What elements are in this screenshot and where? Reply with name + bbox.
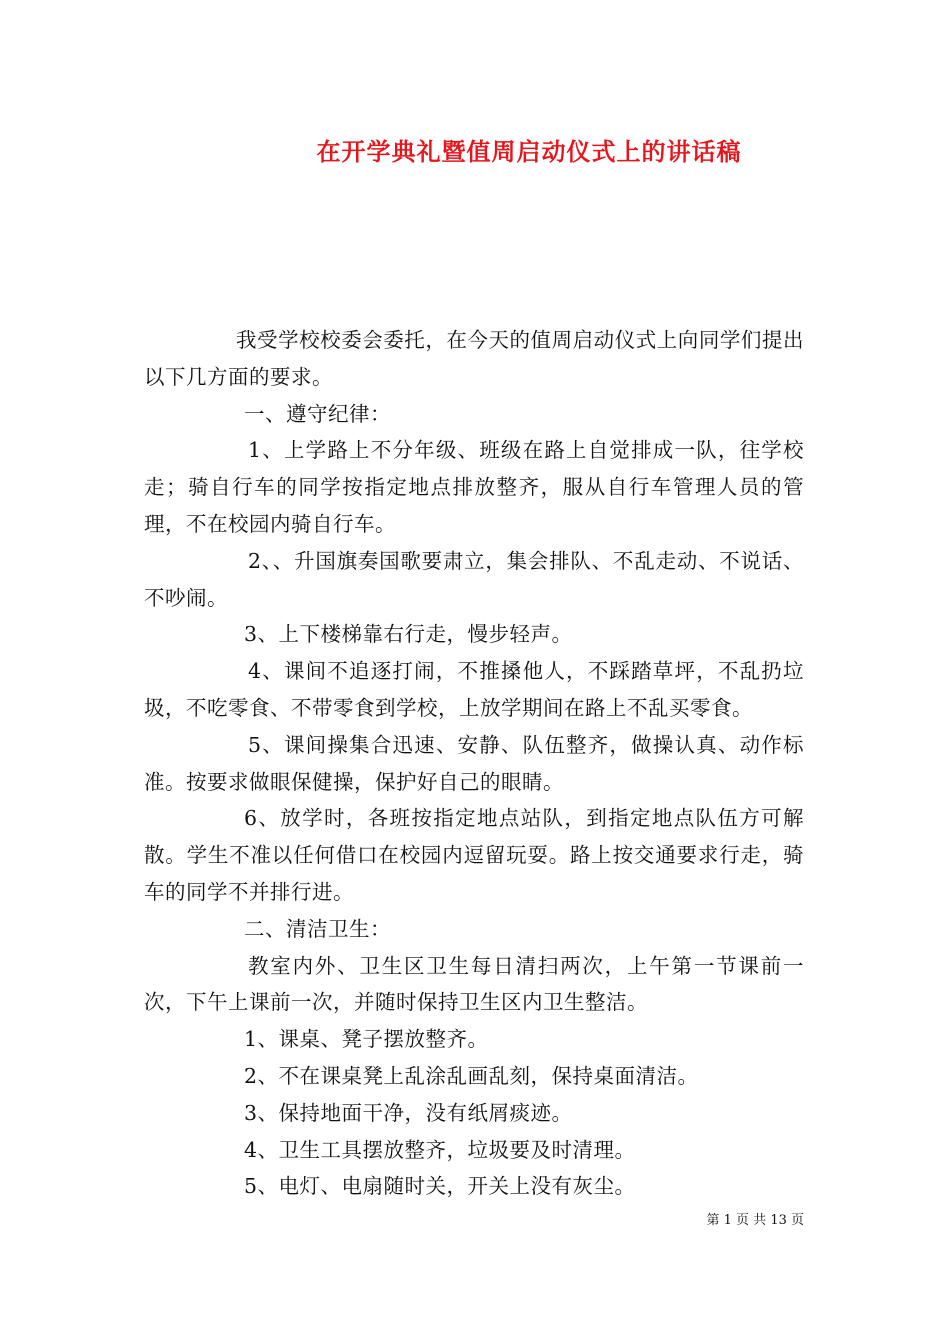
paragraph-discipline-5: 5、课间操集合迅速、安静、队伍整齐，做操认真、动作标准。按要求做眼保健操，保护好自己的眼睛。: [144, 732, 804, 794]
document-body: [144, 322, 804, 1205]
paragraph-hygiene-4: 4、卫生工具摆放整齐，垃圾要及时清理。: [244, 1137, 636, 1162]
paragraph-hygiene-intro: 教室内外、卫生区卫生每日清扫两次，上午第一节课前一次，下午上课前一次，并随时保持卫生区内卫生整洁。: [144, 953, 804, 1015]
paragraph-hygiene-3: 3、保持地面干净，没有纸屑痰迹。: [244, 1100, 573, 1125]
paragraph-hygiene-2: 2、不在课桌凳上乱涂乱画乱刻，保持桌面清洁。: [244, 1063, 699, 1088]
section-heading-hygiene: 二、清洁卫生：: [244, 916, 391, 941]
paragraph-discipline-4: 4、课间不追逐打闹，不推搡他人，不踩踏草坪，不乱扔垃圾，不吃零食、不带零食到学校，上放学期间在路上不乱买零食。: [144, 659, 804, 720]
paragraph-hygiene-5: 5、电灯、电扇随时关，开关上没有灰尘。: [244, 1174, 636, 1199]
document-title: 在开学典礼暨值周启动仪式上的讲话稿: [316, 137, 742, 166]
paragraph-hygiene-1: 1、课桌、凳子摆放整齐。: [244, 1027, 489, 1052]
section-heading-discipline: 一、遵守纪律：: [244, 401, 391, 426]
page-number-footer: 第 1 页 共 13 页: [706, 1213, 804, 1228]
paragraph-intro: 我受学校校委会委托，在今天的值周启动仪式上向同学们提出以下几方面的要求。: [144, 328, 804, 389]
paragraph-discipline-1: 1、上学路上不分年级、班级在路上自觉排成一队，往学校走；骑自行车的同学按指定地点排放整齐，服从自行车管理人员的管理，不在校园内骑自行车。: [144, 438, 804, 536]
paragraph-discipline-3: 3、上下楼梯靠右行走，慢步轻声。: [244, 622, 573, 647]
paragraph-discipline-6: 6、放学时，各班按指定地点站队，到指定地点队伍方可解散。学生不准以任何借口在校园内逗留玩耍。路上按交通要求行走，骑车的同学不并排行进。: [144, 806, 804, 904]
paragraph-discipline-2: 2、、升国旗奏国歌要肃立，集会排队、不乱走动、不说话、不吵闹。: [144, 548, 804, 610]
